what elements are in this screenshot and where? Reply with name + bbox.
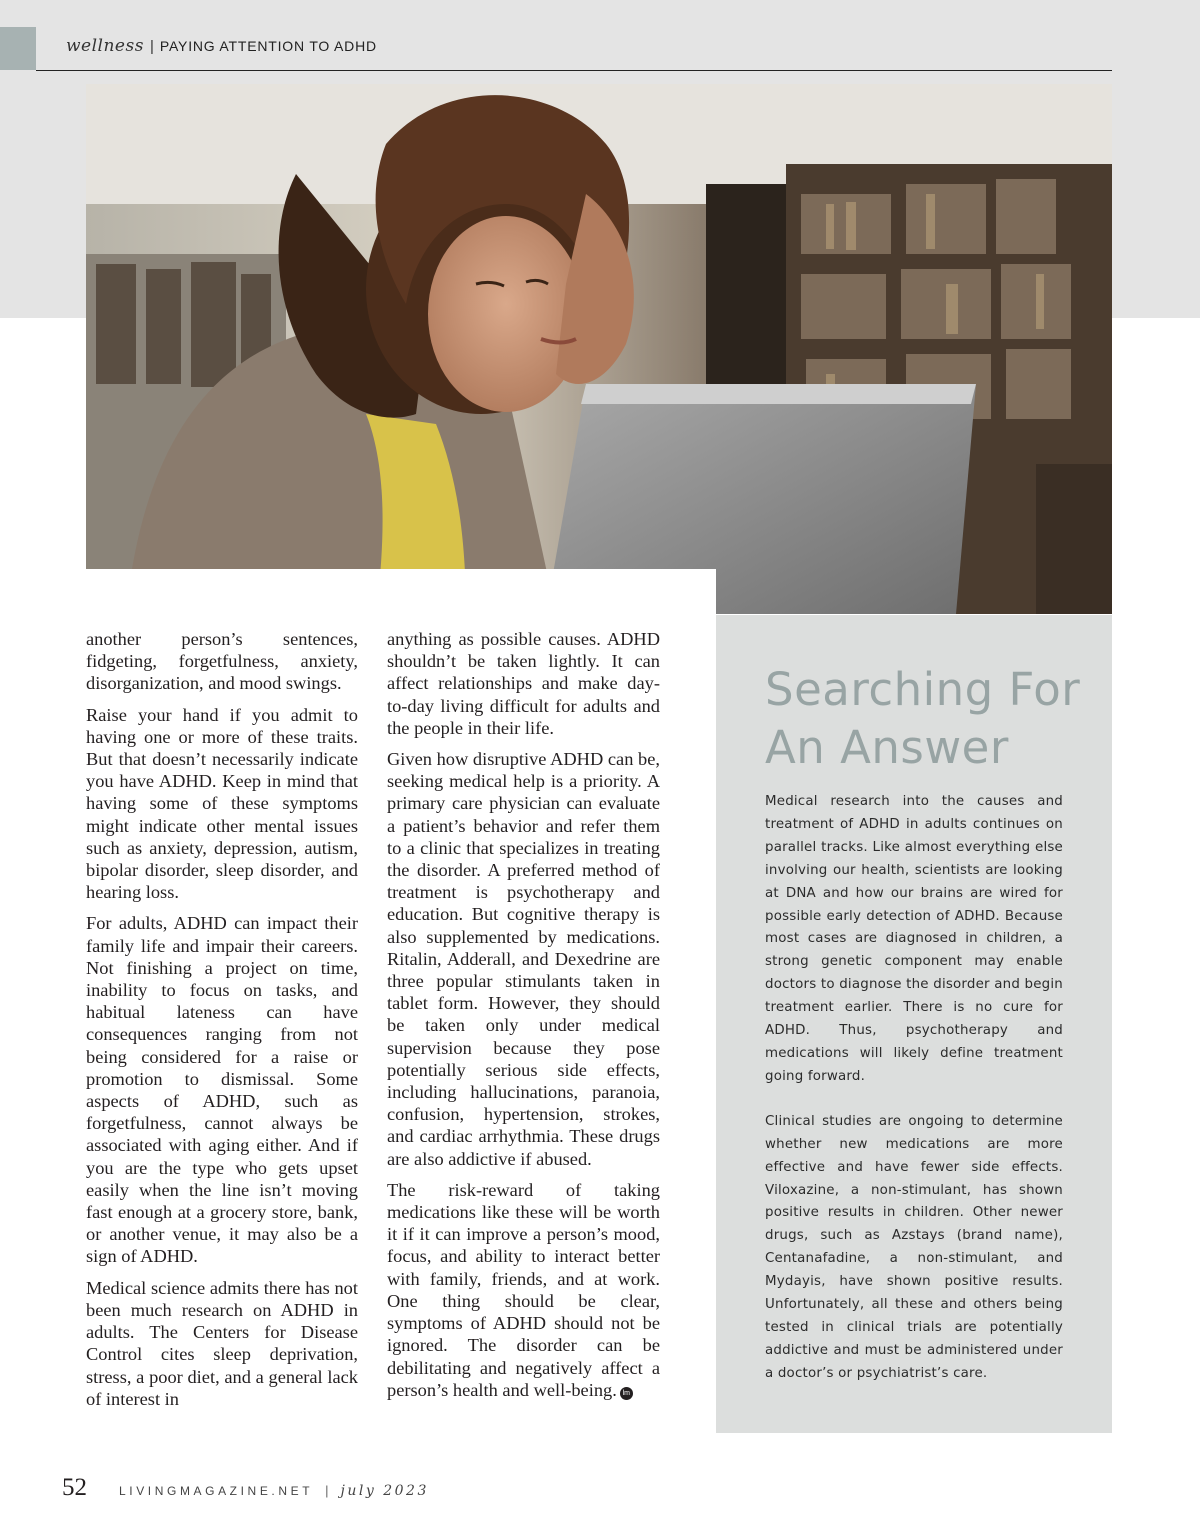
sidebar-box — [716, 615, 1112, 1433]
sidebar-title-line: An Answer — [765, 721, 1009, 774]
article-paragraph: another person’s sentences, fidgeting, forgetfulness, anxiety, disorganization, and mood swings. — [86, 629, 358, 694]
section-tab-marker — [0, 27, 36, 70]
article-paragraph — [387, 1179, 660, 1401]
article-photo — [86, 84, 1112, 614]
article-paragraph: Medical science admits there has not been much research on ADHD in adults. The Centers for Disease Control cites sleep deprivation, stress, a poor diet, and a general lack of interest in — [86, 1277, 358, 1409]
article-paragraph: anything as possible causes. ADHD shouldn’t be taken lightly. It can affect relationships and make day-to-day living difficult for adults and the people in their life. — [387, 629, 660, 738]
article-paragraph: Given how disruptive ADHD can be, seeking medical help is a priority. A primary care physician can evaluate a patient’s behavior and refer them to a clinic that specializes in treating the disorder. A preferred method of treatment is psychotherapy and education. But cognitive therapy is also supplemented by medications. Ritalin, Adderall, and Dexedrine are three popular stimulants taken in tablet form. However, they should be taken only under medical supervision because they pose potentially serious side effects, including hallucinations, paranoia, confusion, hypertension, strokes, and cardiac arrhythmia. These drugs are also addictive if abused. — [387, 749, 660, 1169]
photo-text-cutout — [86, 569, 716, 615]
footer-separator: | — [325, 1483, 329, 1498]
header-rule — [36, 70, 1112, 71]
page-number: 52 — [62, 1474, 87, 1501]
article-tag: PAYING ATTENTION TO ADHD — [159, 38, 377, 54]
issue-date: july 2023 — [340, 1483, 429, 1499]
sidebar-title — [765, 661, 1081, 777]
article-paragraph: Raise your hand if you admit to having one or more of these traits. But that doesn’t necessarily indicate you have ADHD. Keep in mind that having some of these symptoms might indicate other mental issues such as anxiety, depression, autism, bipolar disorder, sleep disorder, and hearing loss. — [86, 704, 358, 903]
sidebar-paragraph: Clinical studies are ongoing to determine whether new medications are more effective and have fewer side effects. Viloxazine, a non-stimulant, has shown positive results in children. Other newer drugs, such as Azstays (brand name), Centanafadine, a non-stimulant, and Mydayis, have shown positive results. Unfortunately, all these and others being tested in clinical trials are potentially addictive and must be administered under a doctor’s or psychiatrist’s care. — [765, 1113, 1063, 1381]
sidebar-paragraph: Medical research into the causes and treatment of ADHD in adults continues on parallel tracks. Like almost everything else involving our health, scientists are looking at DNA and how our brains are wired for possible early detection of ADHD. Because most cases are diagnosed in children, a strong genetic component may enable doctors to diagnose the disorder and begin treatment earlier. There is no cure for ADHD. Thus, psychotherapy and medications will likely define treatment going forward. — [765, 794, 1063, 1084]
site-name: LIVINGMAGAZINE.NET — [119, 1484, 314, 1498]
sidebar-title-line: Searching For — [765, 663, 1081, 716]
woman-looking-at-laptop-icon — [86, 84, 1112, 614]
article-column-1 — [86, 628, 358, 1419]
article-paragraph: For adults, ADHD can impact their family life and impair their careers. Not finishing a project on time, inability to focus on tasks, and habitual lateness can have consequences ranging from not being considered for a raise or promotion to dismissal. Some aspects of ADHD, such as forgetfulness, cannot always be associated with aging either. And if you are the type who gets upset easily when the line isn’t moving fast enough at a grocery store, bank, or another venue, it may also be a sign of ADHD. — [86, 913, 358, 1267]
end-mark-icon: lm — [620, 1387, 633, 1400]
running-header — [66, 34, 377, 58]
header-separator: | — [149, 37, 154, 55]
article-paragraph-text: The risk-reward of taking medications like these will be worth it if it can improve a person’s mood, focus, and ability to interact better with family, friends, and at work. One thing should be clear, symptoms of ADHD should not be ignored. The disorder can be debilitating and negatively affect a person’s health and well-being. — [387, 1179, 660, 1400]
section-name: wellness — [66, 36, 144, 56]
page-footer — [62, 1474, 429, 1508]
article-column-2 — [387, 628, 660, 1410]
